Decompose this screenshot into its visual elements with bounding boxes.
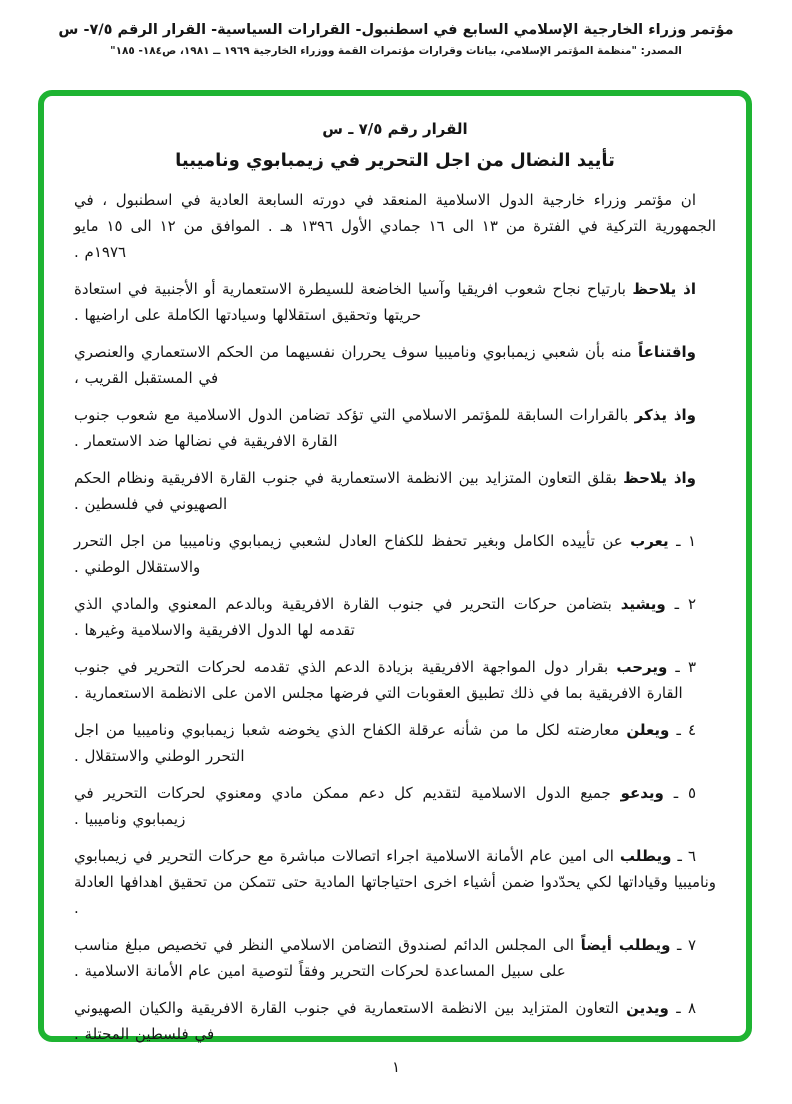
numbered-item [74, 591, 716, 643]
item-text: الى المجلس الدائم لصندوق التضامن الاسلامي النظر في تخصيص مبلغ مناسب على سبيل المساعدة لحركات التحرير وفقاً لتوصية امين عام الأمانة الاسلامية . [74, 936, 581, 980]
item-text: التعاون المتزايد بين الانظمة الاستعمارية في جنوب القارة الافريقية والكيان الصهيوني في فلسطين المحتلة . [74, 999, 627, 1043]
item-text: معارضته لكل ما من شأنه عرقلة الكفاح الذي يخوضه شعبا زيمبابوي وناميبيا من اجل التحرر الوطني والاستقلال . [74, 721, 627, 765]
numbered-item [74, 717, 716, 769]
header-citation-line: مؤتمر وزراء الخارجية الإسلامي السابع في اسطنبول- القرارات السياسية- القرار الرقم ٧/٥- س [58, 22, 734, 38]
paragraph-lead: واقتناعاً [637, 343, 696, 361]
paragraph-text: بقلق التعاون المتزايد بين الانظمة الاستعمارية في جنوب القارة الافريقية ونظام الحكم الصهيوني في فلسطين . [74, 469, 624, 513]
item-number: ٨ ـ [668, 999, 697, 1017]
header-source-line: المصدر: "منظمة المؤتمر الإسلامي، بيانات وقرارات مؤتمرات القمة ووزراء الخارجية ١٩٦٩ ــ ١٩٨١، ص١٨٤- ١٨٥" [110, 45, 682, 57]
paragraph-text: ان مؤتمر وزراء خارجية الدول الاسلامية المنعقد في دورته السابعة العادية في اسطنبول ، في الجمهورية التركية في الفترة من ١٣ الى ١٦ جمادي الأول ١٣٩٦ هـ . الموافق من ١٢ الى ١٥ مايو ١٩٧٦م . [74, 191, 717, 261]
item-number: ٧ ـ [670, 936, 697, 954]
item-text: عن تأييده الكامل وبغير تحفظ للكفاح العادل لشعبي زيمبابوي وناميبيا من اجل التحرر والاستقلال الوطني . [74, 532, 631, 576]
numbered-item [74, 528, 716, 580]
item-number: ٣ ـ [667, 658, 696, 676]
page-header [0, 22, 792, 57]
item-lead: ويطلب [619, 847, 672, 865]
decision-number: القرار رقم ٧/٥ ـ س [322, 120, 468, 138]
preamble-paragraph [74, 276, 716, 328]
numbered-item [74, 843, 716, 921]
preamble-paragraph [74, 339, 716, 391]
item-text: جميع الدول الاسلامية لتقديم كل دعم ممكن مادي ومعنوي لحركات التحرير في زيمبابوي وناميبيا . [74, 784, 621, 828]
item-text: الى امين عام الأمانة الاسلامية اجراء اتصالات مباشرة مع حركات التحرير في زيمبابوي وناميبيا وقياداتها لكي يحدّدوا ضمن أشياء اخرى احتياجاتها المادية حتى تتمكن من تحقيق اهدافها العادلة . [74, 847, 716, 917]
paragraph-text: بارتياح نجاح شعوب افريقيا وآسيا الخاضعة للسيطرة الاستعمارية أو الأجنبية في استعادة حريتها وتحقيق استقلالها وسيادتها الكاملة على اراضيها . [74, 280, 633, 324]
paragraph-lead: اذ يلاحظ [632, 280, 696, 298]
item-lead: ويدين [626, 999, 669, 1017]
numbered-item [74, 995, 716, 1047]
item-lead: ويرحب [616, 658, 668, 676]
item-number: ١ ـ [668, 532, 696, 550]
item-lead: ويطلب أيضاً [580, 936, 671, 954]
page-number: ١ [391, 1058, 401, 1076]
preamble-paragraph [74, 187, 716, 265]
item-number: ٤ ـ [669, 721, 696, 739]
numbered-item [74, 654, 716, 706]
item-lead: يعرب [630, 532, 669, 550]
green-border-frame [38, 90, 752, 1042]
paragraph-text: بالقرارات السابقة للمؤتمر الاسلامي التي تؤكد تضامن الدول الاسلامية مع شعوب جنوب القارة الافريقية في نضالها ضد الاستعمار . [74, 406, 635, 450]
item-number: ٦ ـ [671, 847, 696, 865]
paragraph-lead: واذ يلاحظ [623, 469, 696, 487]
preamble-paragraph [74, 465, 716, 517]
item-text: بقرار دول المواجهة الافريقية بزيادة الدعم الذي تقدمه لحركات التحرير في جنوب القارة الافريقية بما في ذلك تطبيق العقوبات التي فرضها مجلس الامن على الانظمة الاستعمارية . [74, 658, 683, 702]
item-text: بتضامن حركات التحرير في جنوب القارة الافريقية وبالدعم المعنوي والمادي الذي تقدمه لها الدول الافريقية والاسلامية وغيرها . [74, 595, 621, 639]
item-lead: ويعلن [626, 721, 670, 739]
paragraph-lead: واذ يذكر [634, 406, 696, 424]
preamble-paragraph [74, 402, 716, 454]
paragraph-text: منه بأن شعبي زيمبابوي وناميبيا سوف يحرران نفسيهما من الحكم الاستعماري والعنصري في المستقبل القريب ، [74, 343, 638, 387]
item-number: ٥ ـ [663, 784, 696, 802]
item-number: ٢ ـ [665, 595, 697, 613]
item-lead: ويشيد [620, 595, 666, 613]
numbered-item [74, 932, 716, 984]
page-title: تأييد النضال من اجل التحرير في زيمبابوي وناميبيا [175, 150, 615, 171]
numbered-item [74, 780, 716, 832]
item-lead: ويدعو [620, 784, 664, 802]
